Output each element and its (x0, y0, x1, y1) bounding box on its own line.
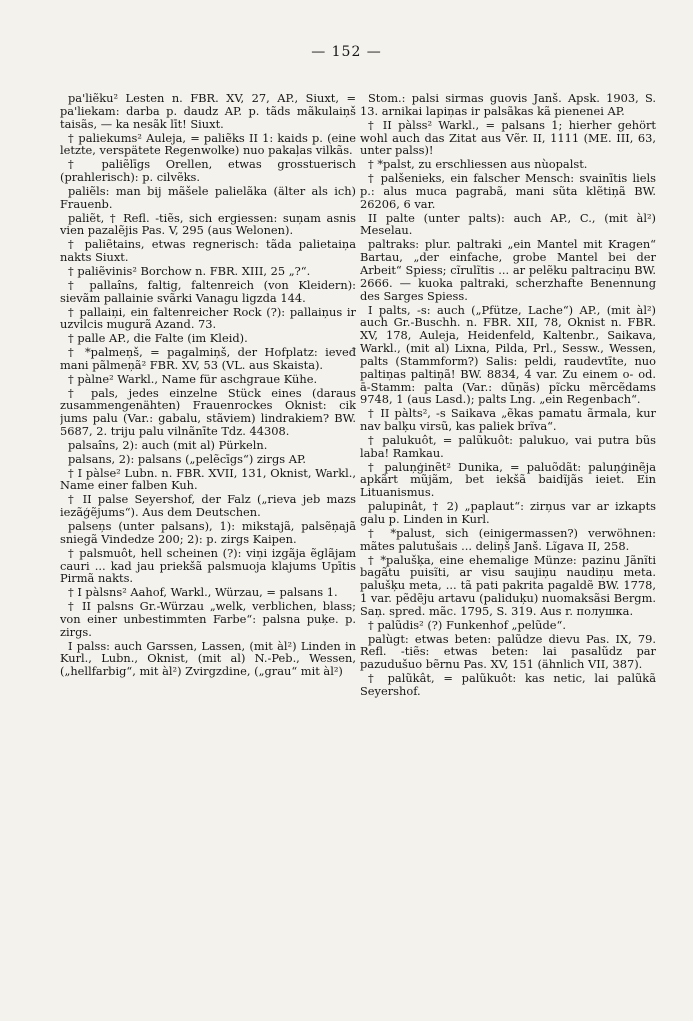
dictionary-entry: palsans, 2): palsans („pelẽcīgs“) zirgs AP. (68, 451, 306, 466)
dictionary-entry: † paliẽlīgs Orellen, etwas grosstuerisch (prahlerisch): p. cilvẽks. (60, 157, 356, 185)
dictionary-entry: † palle AP., die Falte (im Kleid). (68, 331, 248, 346)
dictionary-entry: † pals, jedes einzelne Stück eines (daraus zusammengenähten) Frauenrockes Oknist: cik jums palu (Var.: gabalu, stãviem) lindrakiem? BW. 5687, 2. triju palu vilnãnīte Tdz. 44308. (60, 385, 356, 439)
dictionary-entry: † *palst, zu erschliessen aus nùopalst. (368, 157, 588, 172)
dictionary-entry: † palũkât, = palũkuôt: kas netic, lai palũkã Seyershof. (360, 671, 656, 698)
dictionary-entry: † pallaîns, faltig, faltenreich (von Kleidern): sievãm pallainie svãrki Vanagu ligzda 144. (60, 277, 356, 305)
dictionary-entry: † pàlne² Warkl., Name für aschgraue Kühe. (68, 371, 318, 386)
dictionary-entry: † palsmuôt, hell scheinen (?): viņi izgãja ẽglãjam cauri ... kad jau priekšã palsmuoja klajums Upītis Pirmã nakts. (60, 545, 356, 586)
dictionary-entry: palupinât, † 2) „paplaut“: zirņus var ar izkapts galu p. Linden in Kurl. (360, 499, 656, 526)
dictionary-entry: Stom.: palsi sirmas guovis Janš. Apsk. 1903, S. 13. arnikai lapiņas ir palsãkas kã pienenei AP. (360, 92, 656, 118)
dictionary-entry: † paluņģinẽt² Dunika, = paluõdãt: paluņģinẽja apkãrt mũjãm, bet iekšã baidĩjãs ieiet. Ein Lituanismus. (360, 459, 656, 500)
dictionary-entry: II palte (unter palts): auch AP., C., (mit àl²) Meselau. (360, 210, 656, 238)
dictionary-entry: paliẽt, † Refl. -tiẽs, sich ergiessen: suņam asnis vien pazalẽjis Pas. V, 295 (aus Welonen). (60, 210, 356, 238)
dictionary-entry: paliẽls: man bij mãšele palielãka (älter als ich) Frauenb. (60, 183, 356, 211)
page-number: — 152 — (311, 44, 382, 60)
left-column (60, 92, 356, 992)
dictionary-entry: † II pàlts², -s Saikava „ẽkas pamatu ãrmala, kur nav balķu virsũ, kas paliek brĩva“. (360, 406, 656, 434)
dictionary-entry: † pallaiņi, ein faltenreicher Rock (?): pallaiņus ir uzvilcis mugurã Azand. 73. (60, 304, 356, 332)
dictionary-entry: † paliẽvinis² Borchow n. FBR. XIII, 25 „?“. (68, 263, 311, 278)
dictionary-entry: † *palmeņš, = pagalmiņš, der Hofplatz: ieveđ mani pãlmeņã² FBR. XV, 53 (VL. aus Skaista). (60, 345, 356, 372)
dictionary-entry: † II pàlss² Warkl., = palsans 1; hierher gehört wohl auch das Zitat aus Vẽr. II, 1111 (ME. III, 63, unter palss)! (360, 117, 656, 158)
dictionary-entry: palseņs (unter palsans), 1): mikstajã, palsẽņajã sniegã Vindedze 200; 2): p. zirgs Kaipen. (60, 519, 356, 546)
right-column (360, 92, 656, 992)
dictionary-entry: † palũdis² (?) Funkenhof „pelũde“. (368, 617, 566, 632)
dictionary-entry: I palts, -s: auch („Pfütze, Lache“) AP., (mit àl²) auch Gr.-Buschh. n. FBR. XII, 78, Oknist n. FBR. XV, 178, Auleja, Heidenfeld, Kaltenbr., Saikava, Warkl., (mit al) Lixna, Pilda, Prl., Sessw., Wessen, palts (Stammform?) Salis: peldi, raudevtīte, nuo paltiņas paltiņã! BW. 8834, 4 var. Zu einem o- od. ā-Stamm: palta (Var.: dũņãs) pĩcku mẽrcẽdams 9748, 1 (aus Lasd.); palts Lng. „ein Regenbach“. (360, 302, 656, 407)
dictionary-entry: † palšenieks, ein falscher Mensch: svainītis liels p.: alus muca pagrabã, mani sũta klẽtiņã BW. 26206, 6 var. (360, 171, 656, 211)
dictionary-entry: paltraks: plur. paltraki „ein Mantel mit Kragen“ Bartau, „der einfache, grobe Mantel bei der Arbeit“ Spiess; cĩrulĩtis ... ar pelẽku paltraciņu BW. 2666. — kuoka paltraki, scherzhafte Benennung des Sarges Spiess. (360, 237, 656, 303)
dictionary-entry: † paliekums² Auleja, = paliẽks II 1: kaids p. (eine letzte, verspätete Regenwolke) nuo pakaļas vilkãs. (60, 130, 356, 158)
dictionary-entry: palùgt: etwas beten: palũdze dievu Pas. IX, 79. Refl. -tiẽs: etwas beten: lai pasalũdz par pazudušuo bẽrnu Pas. XV, 151 (ähnlich VII, 387). (360, 631, 656, 672)
dictionary-entry: † I pàlsns² Aahof, Warkl., Würzau, = palsans 1. (68, 585, 338, 600)
dictionary-entry: palsaîns, 2): auch (mit al) Pürkeln. (68, 437, 268, 452)
dictionary-entry: † II palsns Gr.-Würzau „welk, verblichen, blass; von einer unbestimmten Farbe“: palsna puķe. p. zirgs. (60, 599, 356, 639)
dictionary-entry: † I pàlse² Lubn. n. FBR. XVII, 131, Oknist, Warkl., Name einer falben Kuh. (60, 465, 356, 493)
dictionary-entry: † paliẽtains, etwas regnerisch: tãda palietaiņa nakts Siuxt. (60, 237, 356, 265)
dictionary-entry: † *palušķa, eine ehemalige Münze: pazinu Jãnĩti bagãtu puisĩti, ar visu saujiņu naudiņu meta. palušķu meta, ... tã pati pakrita pagaldẽ BW. 1778, 1 var. pẽdẽju artavu (paliduķu) nuomaksãsi Bergm. Saņ. spred. mãc. 1795, S. 319. Aus r. полушка. (360, 552, 656, 618)
dictionary-entry: † *palust, sich (einigermassen?) verwöhnen: mãtes palutušais ... deliņš Janš. Lĩgava II, 258. (360, 525, 656, 553)
dictionary-entry: † II palse Seyershof, der Falz („rieva jeb mazs iezãģẽjums“). Aus dem Deutschen. (60, 492, 356, 520)
dictionary-entry: I palss: auch Garssen, Lassen, (mit àl²) Linden in Kurl., Lubn., Oknist, (mit al) N.-Peb., Wessen, („hellfarbig“, mit àl²) Zvirgzdine, („grau“ mit àl²) (60, 638, 356, 679)
dictionary-entry: pa'liẽku² Lesten n. FBR. XV, 27, AP., Siuxt, = pa'liekam: darba p. daudz AP. p. tãds mãkulaiņš taisãs, — ka nesãk līt! Siuxt. (60, 92, 356, 131)
dictionary-entry: † palukuôt, = palũkuôt: palukuo, vai putra bũs laba! Ramkau. (360, 432, 656, 460)
